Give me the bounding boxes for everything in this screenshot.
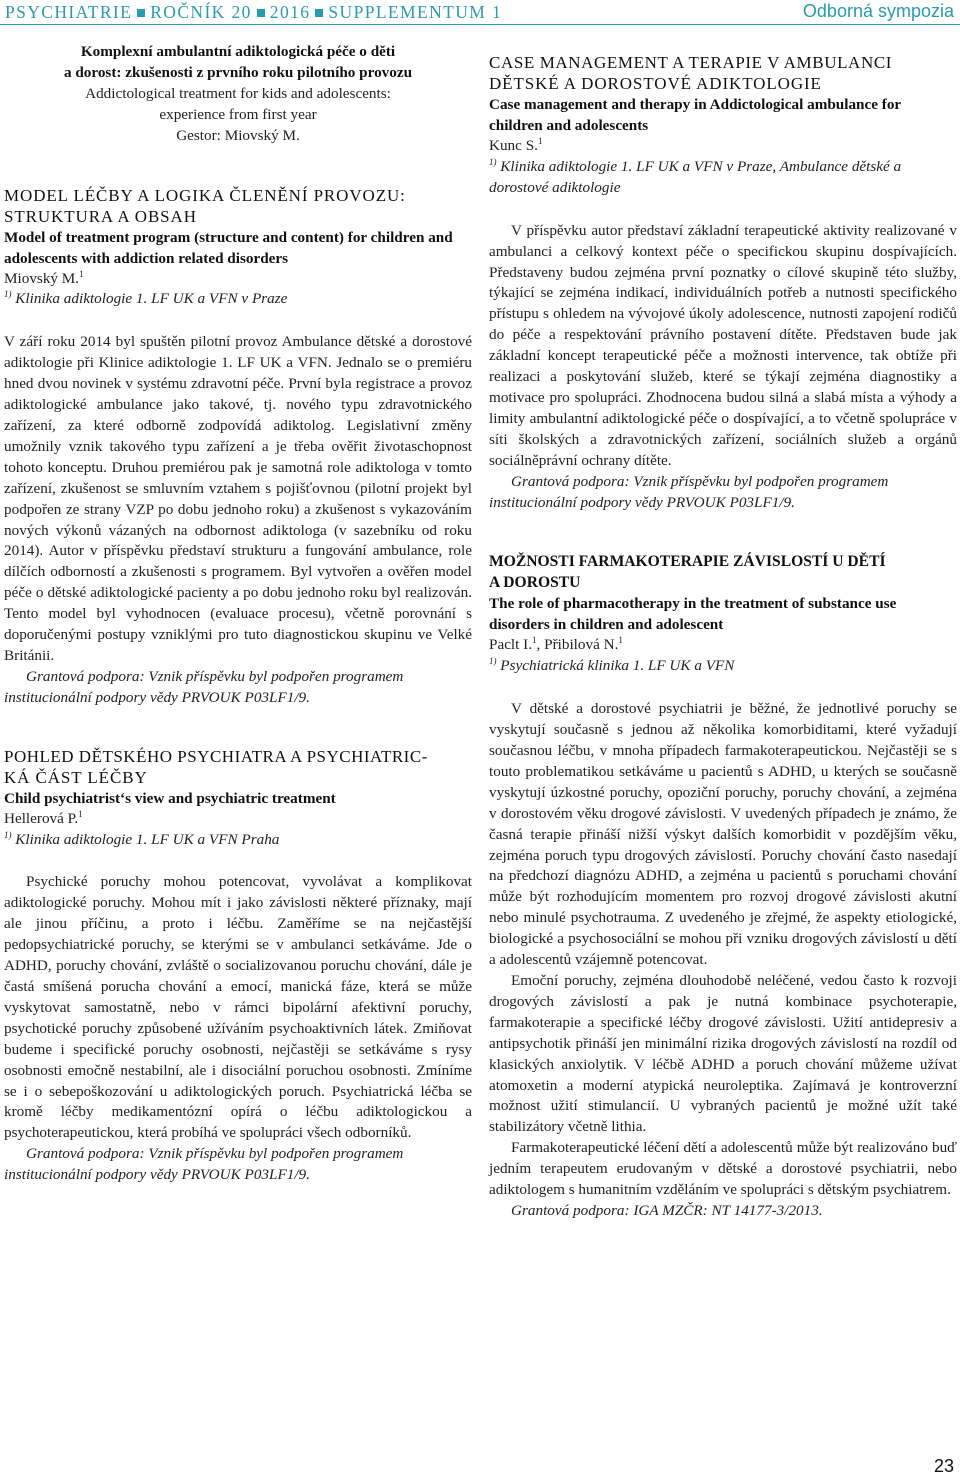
journal-year: 2016: [269, 2, 311, 22]
abstract-body-paragraph-1: V dětské a dorostové psychiatrii je běžné, že jednotlivé poruchy se vyskytují současně s jednou až několika komorbiditami, které vyžadují současnou léčbu, v mnoha případech farmakoterapeutickou. Nejčastěji se s touto problematikou setkáváme u pacientů s ADHD, u kterých se současně vyskytují úzkostné poruchy, opoziční poruchy, poruchy chování, a zejména v dorostovém věku drogové závislosti. V uvedených případech je známo, že časná terapie přináší nižší výskyt dalších komorbidit v pozdějším věku, zejména poruch typu drogových závislostí. Poruchy chování často nasedají na předchozí diagnózu ADHD, a zejména u pacientů s poruchami chování může být rozhodujícím momentem pro rozvoj drogové závislosti akutní nebo minulé psychotrauma. Z uvedeného je zřejmé, že aspekty etiologické, biologické a psychosociální se mohou při vzniku drogových závislostí u dětí a adolescentů vzájemně potencovat.: [489, 700, 957, 969]
abstract-affiliation: $^{1)}$ Klinika adiktologie 1. LF UK a VFN Praha: [4, 829, 280, 848]
abstract-title-cs-line2: DĚTSKÉ A DOROSTOVÉ ADIKTOLOGIE: [489, 74, 822, 93]
abstract-title-cs-line1: CASE MANAGEMENT A TERAPIE V AMBULANCI: [489, 53, 893, 72]
abstract-author: Miovský M.$^1$: [4, 268, 84, 287]
left-column: [4, 42, 472, 1186]
abstract-pohled-psychiatra: [4, 746, 472, 1186]
symposium-title-cs-line2: a dorost: zkušenosti z prvního roku pilotního provozu: [63, 63, 413, 81]
right-column: [489, 52, 957, 1222]
square-bullet-icon: [257, 9, 265, 17]
journal-name: [5, 2, 502, 23]
abstract-title-cs-line2: KÁ ČÁST LÉČBY: [4, 767, 148, 787]
abstract-title-cs-line1: MOŽNOSTI FARMAKOTERAPIE ZÁVISLOSTÍ U DĚTÍ: [489, 553, 886, 571]
abstract-title-cs-line1: MODEL LÉČBY A LOGIKA ČLENĚNÍ PROVOZU:: [4, 185, 406, 205]
section-name: Odborná sympozia: [802, 1, 954, 21]
abstract-author: Hellerová P.$^1$: [4, 808, 83, 827]
abstract-authors: Paclt I.$^1$, Přibilová N.$^1$: [489, 635, 623, 654]
abstract-farmakoterapie: [489, 551, 957, 1221]
abstract-title-en: Model of treatment program (structure and content) for children and adolescents with addiction related disorders: [4, 228, 453, 267]
symposium-heading: [4, 42, 472, 147]
abstract-title-en: The role of pharmacotherapy in the treatment of substance use disorders in children and adolescent: [489, 595, 897, 634]
grant-note: Grantová podpora: Vznik příspěvku byl podpořen programem institucionální podpory vědy PRVOUK P03LF1/9.: [4, 1145, 404, 1184]
abstract-title-cs-line2: A DOROSTU: [489, 574, 581, 592]
abstract-body-paragraph-3: Farmakoterapeutické léčení dětí a adolescentů může být realizováno buď jedním terapeutem erudovaným v dětské a dorostové psychiatrii, nebo adiktologem s humanitním vzděláním ve spolupráci s dětským psychiatrem.: [489, 1139, 957, 1199]
symposium-title-cs-line1: Komplexní ambulantní adiktologická péče o děti: [80, 43, 396, 60]
journal-volume: ROČNÍK 20: [150, 2, 252, 22]
grant-note: Grantová podpora: Vznik příspěvku byl podpořen programem institucionální podpory vědy PRVOUK P03LF1/9.: [4, 667, 404, 706]
abstract-case-management: [489, 52, 957, 513]
symposium-title-en-line2: experience from first year: [159, 105, 317, 123]
abstract-body: Psychické poruchy mohou potencovat, vyvolávat a komplikovat adiktologické poruchy. Mohou mít i jako závislosti některé příznaky, mají ale jinou příčinu, a proto i léčbu. Zaměříme se na nejčastější pedopsychiatrické poruchy, se kterými se v ambulanci setkáváme. Jde o ADHD, poruchy chování, zvláště o socializovanou poruchu chování, dále je častá smíšená porucha chování a emocí, manická fáze, která se může vyskytovat samostatně, nebo v rámci bipolární afektivní poruchy, psychotické poruchy způsobené užíváním psychoaktivních látek. Zmiňovat budeme i specifické poruchy osobnosti, nejčastěji se setkáváme s rysy osobnosti emočně nestabilní, ale i disociální poruchou osobnosti. Zmíníme se i o sebepoškozování u adiktologických poruch. Psychiatrická léčba se kromě léčby medikamentózní opírá o léčbu adiktologickou a psychoterapeutickou, která probíhá ve spolupráci všech odborníků.: [4, 873, 472, 1142]
page-number: 23: [933, 1456, 954, 1476]
abstract-model-lecby: [4, 185, 472, 709]
abstract-body: V září roku 2014 byl spuštěn pilotní provoz Ambulance dětské a dorostové adiktologie při Klinice adiktologie 1. LF UK a VFN. Jednalo se o premiéru hned dvou novinek v systému zdravotní péče. První byla registrace a provoz adiktologické ambulance jako takové, tj. nového typu zdravotnického zařízení, za které odborně zodpovídá adiktolog. Legislativní změny umožnily vznik takového typu zařízení a je třeba ověřit životaschopnost tohoto konceptu. Druhou premiérou pak je samotná role adiktologa v tomto zařízení, zkušenost se smluvním vztahem s pojišťovnou (pilotní projekt byl podpořen ze strany VZP po dobu jednoho roku) a zkušenost s vykazováním nových výkonů vázaných na odbornost adiktologa (v sazebníku od roku 2014). Autor v příspěvku představí strukturu a fungování ambulance, role dílčích odborností a zkušenosti s programem. Byl vytvořen a ověřen model péče o dětské adiktologické pacienty a po dobu jednoho roku byl realizován. Tento model byl vyhodnocen (evaluace procesu), včetně porovnání s doporučenými postupy vzniklými pro tuto diagnostickou skupinu ve Velké Británii.: [4, 333, 472, 664]
grant-note: Grantová podpora: IGA MZČR: NT 14177-3/2013.: [511, 1201, 823, 1219]
abstract-title-cs-line2: STRUKTURA A OBSAH: [4, 206, 197, 226]
journal-supplement: SUPPLEMENTUM 1: [328, 2, 503, 22]
abstract-author: Kunc S.$^1$: [489, 135, 543, 154]
abstract-title-en: Child psychiatrist‘s view and psychiatric treatment: [4, 789, 336, 807]
abstract-title-en: Case management and therapy in Addictological ambulance for children and adolescents: [489, 96, 901, 134]
abstract-title-cs-line1: POHLED DĚTSKÉHO PSYCHIATRA A PSYCHIATRIC-: [4, 746, 428, 766]
abstract-body-paragraph-2: Emoční poruchy, zejména dlouhodobě neléčené, vedou často k rozvoji drogových závislostí a pak je nutná kombinace psychoterapie, farmakoterapie a specifické léčby drogové závislosti. Užití antidepresiv a antipsychotik přináší jen minimální rizika drogových závislostí na rozdíl od klasických anxiolytik. V léčbě ADHD a poruch chování můžeme užívat atomoxetin a moderní atypická neuroleptika. Zajímavá je kontroverzní možnost užití stimulancií. U vybraných pacientů je možné užít také stabilizátory včetně lithia.: [489, 972, 957, 1136]
abstract-affiliation: $^{1)}$ Klinika adiktologie 1. LF UK a VFN v Praze, Ambulance dětské a dorostové adiktologie: [489, 156, 902, 196]
symposium-gestor: Gestor: Miovský M.: [176, 126, 300, 144]
square-bullet-icon: [137, 9, 145, 17]
abstract-affiliation: $^{1)}$ Psychiatrická klinika 1. LF UK a VFN: [489, 656, 735, 675]
symposium-title-en-line1: Addictological treatment for kids and adolescents:: [85, 84, 391, 102]
square-bullet-icon: [315, 9, 323, 17]
abstract-body: V příspěvku autor představí základní terapeutické aktivity realizované v ambulanci a celkový kontext péče o specifickou skupinu dospívajících. Představeny budou zejména první poznatky o cílové skupině této služby, týkající se zejména indikací, individuálních potřeb a nutnosti specifického přístupu s ohledem na vývojové úkoly adolescence, nutnosti zapojení rodičů do péče a respektování právního postavení dítěte. Představen bude jak základní koncept terapeutické péče a možnosti intervence, tak obtíže při realizaci a poskytování služeb, které se týkají zejména diagnostiky a motivace pro spolupráci. Zhodnocena budou silná a slabá místa a výhody a limity ambulantní adiktologické péče o dospívající, a to včetně spolupráce v síti školských a zdravotnických zařízení, sociálních služeb a orgánů sociálněprávní ochrany dítěte.: [489, 221, 957, 469]
journal-title: PSYCHIATRIE: [5, 2, 133, 22]
abstract-affiliation: $^{1)}$ Klinika adiktologie 1. LF UK a VFN v Praze: [4, 289, 288, 308]
grant-note: Grantová podpora: Vznik příspěvku byl podpořen programem institucionální podpory vědy PRVOUK P03LF1/9.: [489, 472, 889, 511]
running-header: [0, 0, 960, 25]
